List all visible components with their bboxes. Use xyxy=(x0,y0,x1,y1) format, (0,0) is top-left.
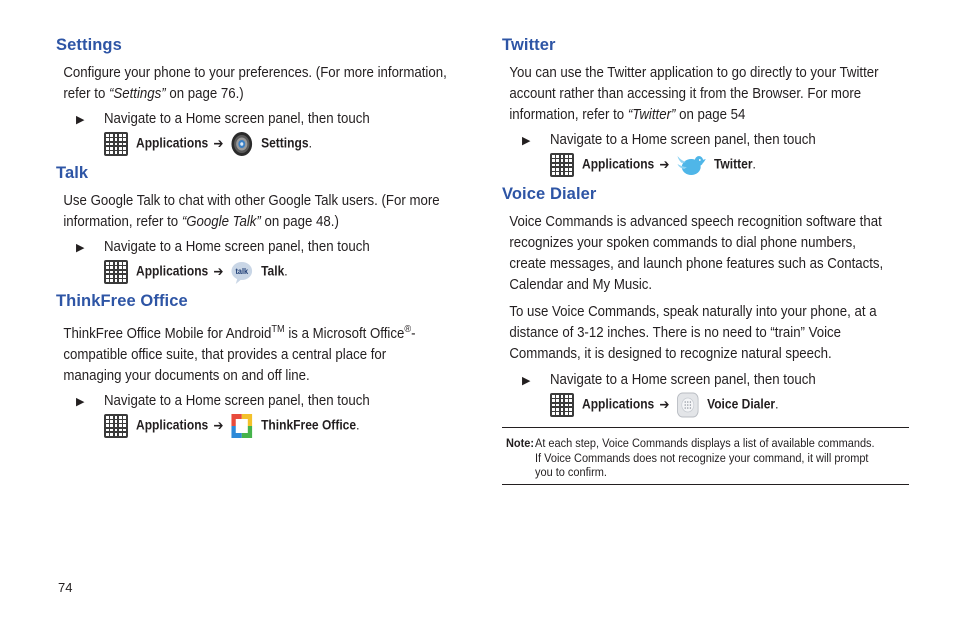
applications-grid-icon xyxy=(104,414,128,438)
talk-description: Use Google Talk to chat with other Google Talk users. (For more information, refer to “Google Talk” on page 48.) xyxy=(63,193,440,230)
settings-heading: Settings xyxy=(56,36,122,54)
applications-grid-icon xyxy=(104,260,128,284)
settings-path xyxy=(56,131,468,157)
talk-step: ▶ Navigate to a Home screen panel, then touch xyxy=(56,237,468,258)
thinkfree-heading: ThinkFree Office xyxy=(56,292,188,310)
voice-dialer-icon xyxy=(676,392,698,418)
settings-gear-icon xyxy=(230,131,252,157)
bullet-icon: ▶ xyxy=(76,395,85,408)
twitter-heading: Twitter xyxy=(502,36,556,54)
thinkfree-step: ▶ Navigate to a Home screen panel, then touch xyxy=(56,391,468,412)
twitter-path-text: Applications ➔ Twitter. xyxy=(582,152,756,178)
voice-dialer-path xyxy=(502,392,910,418)
voice-dialer-heading: Voice Dialer xyxy=(502,185,597,203)
twitter-path xyxy=(502,152,910,178)
bullet-icon: ▶ xyxy=(522,375,531,387)
talk-bubble-icon xyxy=(230,259,252,285)
voice-dialer-step: ▶ Navigate to a Home screen panel, then touch xyxy=(502,370,910,391)
voice-dialer-path-text: Applications ➔ Voice Dialer. xyxy=(582,392,778,418)
applications-grid-icon xyxy=(104,132,128,156)
voice-dialer-description: Voice Commands is advanced speech recognition software that recognizes your spoken commands to dial phone numbers, create messages, and launch phone features such as Contacts, Calendar and My Music. xyxy=(509,214,884,293)
settings-section xyxy=(56,36,468,157)
talk-heading: Talk xyxy=(56,164,89,182)
settings-description: Configure your phone to your preferences. (For more information, refer to “Settings” on page 76.) xyxy=(63,65,447,102)
thinkfree-section xyxy=(56,292,468,439)
bullet-icon: ▶ xyxy=(76,242,85,254)
thinkfree-path-text: Applications ➔ ThinkFree Office. xyxy=(136,413,359,439)
talk-path-text: Applications ➔ talk Talk. xyxy=(136,259,288,285)
page-number: 74 xyxy=(58,580,73,595)
twitter-section xyxy=(502,36,910,178)
thinkfree-path xyxy=(56,413,468,439)
bullet-icon: ▶ xyxy=(522,135,531,147)
bullet-icon: ▶ xyxy=(76,114,85,126)
note-text: At each step, Voice Commands displays a list of available commands. If Voice Commands does not recognize your command, it will prompt you to confirm. xyxy=(535,436,875,479)
twitter-step: ▶ Navigate to a Home screen panel, then touch xyxy=(502,130,910,151)
settings-step: ▶ Navigate to a Home screen panel, then touch xyxy=(56,109,468,130)
twitter-description: You can use the Twitter application to go directly to your Twitter account rather than accessing it from the Browser. For more information, refer to “Twitter” on page 54 xyxy=(509,65,879,123)
note-box xyxy=(502,427,909,485)
thinkfree-office-icon xyxy=(230,413,252,439)
talk-section xyxy=(56,164,468,285)
twitter-bird-icon xyxy=(676,152,705,178)
voice-dialer-section xyxy=(502,185,910,418)
talk-path xyxy=(56,259,468,285)
thinkfree-description: ThinkFree Office Mobile for Android™ is a Microsoft Office®- compatible office suite, that provides a central place for managing your documents on and off line. xyxy=(63,324,416,384)
settings-path-text: Applications ➔ Settings. xyxy=(136,131,312,157)
applications-grid-icon xyxy=(550,153,574,177)
svg-text:talk: talk xyxy=(235,266,248,277)
applications-grid-icon xyxy=(550,393,574,417)
note-label: Note: xyxy=(506,436,535,450)
voice-dialer-usage: To use Voice Commands, speak naturally into your phone, at a distance of 3-12 inches. There is no need to “train” Voice Commands, it is designed to recognize natural speech. xyxy=(509,304,877,362)
